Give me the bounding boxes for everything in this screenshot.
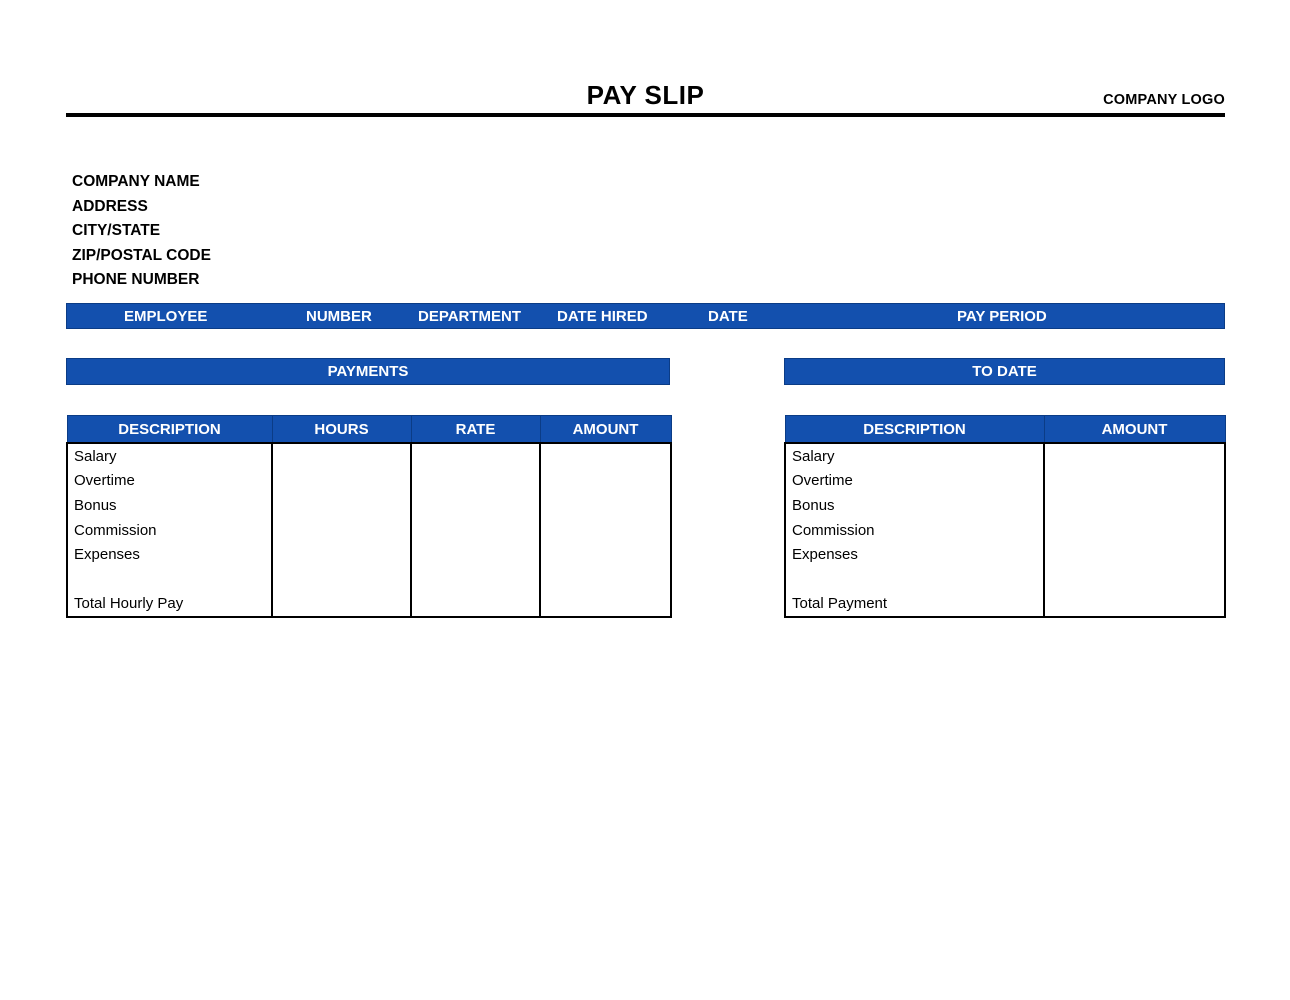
cell-amount[interactable]: [1044, 542, 1225, 567]
cell-amount[interactable]: [540, 518, 671, 543]
cell-rate[interactable]: [411, 443, 540, 469]
company-city-state: CITY/STATE: [72, 222, 161, 239]
cell-amount[interactable]: [1044, 469, 1225, 494]
cell-rate[interactable]: [411, 567, 540, 592]
table-row: [67, 493, 671, 518]
section-header-payments: PAYMENTS: [66, 358, 670, 385]
table-row-total: [67, 592, 671, 618]
cell-amount[interactable]: [540, 493, 671, 518]
col-header-description: DESCRIPTION: [785, 416, 1044, 444]
cell-amount[interactable]: [1044, 518, 1225, 543]
cell-description: Overtime: [67, 469, 272, 494]
table-row: [67, 518, 671, 543]
cell-hours[interactable]: [272, 567, 411, 592]
band-label-number: NUMBER: [306, 308, 372, 325]
cell-description: [67, 567, 272, 592]
table-row: [785, 493, 1225, 518]
table-row: [785, 518, 1225, 543]
cell-amount[interactable]: [540, 542, 671, 567]
company-phone: PHONE NUMBER: [72, 271, 200, 288]
employee-info-band: [66, 303, 1225, 329]
cell-amount-total[interactable]: [540, 592, 671, 618]
col-header-description: DESCRIPTION: [67, 416, 272, 444]
cell-amount[interactable]: [1044, 443, 1225, 469]
cell-amount-total[interactable]: [1044, 592, 1225, 618]
cell-rate[interactable]: [411, 493, 540, 518]
cell-description: Overtime: [785, 469, 1044, 494]
document-header: [66, 80, 1225, 112]
band-label-department: DEPARTMENT: [418, 308, 522, 325]
cell-description: Salary: [785, 443, 1044, 469]
page-title: PAY SLIP: [586, 80, 705, 110]
cell-description: Commission: [785, 518, 1044, 543]
col-header-amount: AMOUNT: [1044, 416, 1225, 444]
table-row: [785, 443, 1225, 469]
table-row: [785, 469, 1225, 494]
cell-hours[interactable]: [272, 443, 411, 469]
cell-hours[interactable]: [272, 493, 411, 518]
cell-rate[interactable]: [411, 469, 540, 494]
to-date-table: [784, 415, 1226, 618]
band-label-pay-period: PAY PERIOD: [957, 308, 1047, 325]
cell-rate-total[interactable]: [411, 592, 540, 618]
cell-hours[interactable]: [272, 542, 411, 567]
payments-table: [66, 415, 672, 618]
table-row: [785, 542, 1225, 567]
table-row-spacer: [67, 567, 671, 592]
band-label-date: DATE: [708, 308, 748, 325]
table-row: [67, 443, 671, 469]
cell-hours-total[interactable]: [272, 592, 411, 618]
company-address: ADDRESS: [72, 197, 148, 215]
table-header-row: [785, 416, 1225, 444]
header-divider: [66, 113, 1225, 117]
cell-description: Expenses: [67, 542, 272, 567]
cell-rate[interactable]: [411, 542, 540, 567]
cell-description: Bonus: [67, 493, 272, 518]
company-logo: COMPANY LOGO: [1103, 92, 1225, 108]
col-header-rate: RATE: [411, 416, 540, 444]
cell-amount[interactable]: [1044, 567, 1225, 592]
cell-description: Salary: [67, 443, 272, 469]
section-header-to-date: TO DATE: [784, 358, 1225, 385]
col-header-amount: AMOUNT: [540, 416, 671, 444]
cell-description: Bonus: [785, 493, 1044, 518]
table-header-row: [67, 416, 671, 444]
band-label-date-hired: DATE HIRED: [557, 308, 648, 325]
cell-description: [785, 567, 1044, 592]
cell-amount[interactable]: [540, 469, 671, 494]
cell-description-total: Total Payment: [785, 592, 1044, 618]
table-row: [67, 542, 671, 567]
cell-description: Expenses: [785, 542, 1044, 567]
cell-amount[interactable]: [540, 567, 671, 592]
table-row-spacer: [785, 567, 1225, 592]
cell-description-total: Total Hourly Pay: [67, 592, 272, 618]
company-name: COMPANY NAME: [72, 173, 200, 190]
table-row-total: [785, 592, 1225, 618]
company-zip: ZIP/POSTAL CODE: [72, 246, 211, 264]
col-header-hours: HOURS: [272, 416, 411, 444]
cell-hours[interactable]: [272, 469, 411, 494]
cell-amount[interactable]: [1044, 493, 1225, 518]
cell-description: Commission: [67, 518, 272, 543]
table-row: [67, 469, 671, 494]
company-info-block: [72, 170, 211, 293]
cell-hours[interactable]: [272, 518, 411, 543]
cell-rate[interactable]: [411, 518, 540, 543]
cell-amount[interactable]: [540, 443, 671, 469]
band-label-employee: EMPLOYEE: [124, 308, 208, 325]
